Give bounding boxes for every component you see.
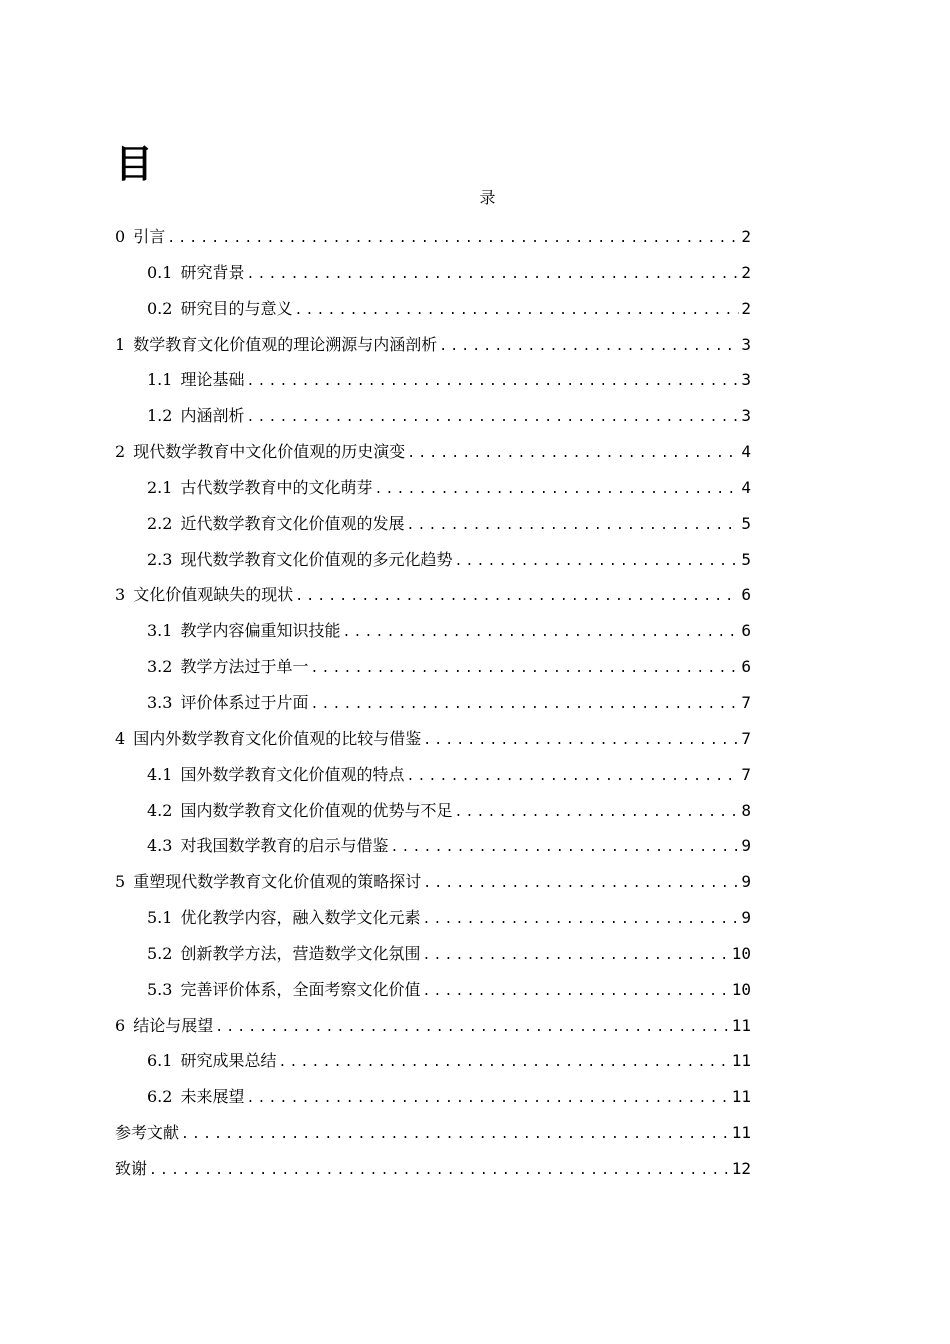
toc-entry-label [147, 972, 420, 1008]
toc-entry[interactable] [115, 1115, 751, 1151]
toc-entry-label [147, 685, 308, 721]
toc-entry-number: 2.1 [147, 477, 173, 497]
toc-entry-page-number: 4 [741, 442, 751, 462]
toc-entry-label [115, 434, 405, 470]
toc-entry-number: 4.3 [147, 836, 173, 856]
toc-entry-title: 引言 [133, 227, 166, 246]
toc-entry-label [115, 1008, 213, 1044]
toc-entry-page-number: 7 [741, 728, 751, 748]
toc-dot-leader [294, 293, 739, 329]
toc-dot-leader [215, 1010, 730, 1046]
toc-dot-leader [149, 1153, 730, 1189]
toc-entry-number: 3.1 [147, 621, 173, 641]
toc-entry-title: 国内外数学教育文化价值观的比较与借鉴 [133, 728, 422, 748]
toc-entry[interactable] [115, 793, 751, 829]
toc-entry-number: 0.1 [147, 262, 173, 282]
toc-entry-label [147, 828, 388, 864]
toc-dot-leader [423, 866, 739, 902]
toc-entry[interactable] [115, 255, 751, 291]
toc-entry-label [147, 470, 372, 506]
toc-entry-page-number: 11 [731, 1123, 751, 1143]
toc-entry[interactable] [115, 542, 751, 578]
toc-dot-leader [422, 902, 739, 938]
toc-entry-title: 结论与展望 [133, 1015, 214, 1035]
toc-entry-page-number: 8 [741, 800, 751, 820]
toc-entry-number: 4.2 [147, 800, 173, 820]
toc-entry-title: 参考文献 [115, 1123, 180, 1143]
toc-entry-label [115, 721, 421, 757]
toc-entry[interactable] [115, 398, 751, 434]
toc-dot-leader [407, 436, 739, 472]
toc-entry-page-number: 11 [731, 1015, 751, 1035]
toc-entry-label [147, 936, 420, 972]
table-of-contents [115, 219, 751, 1187]
toc-dot-leader [439, 329, 739, 365]
toc-entry-number: 3.2 [147, 657, 173, 677]
toc-entry-page-number: 9 [741, 872, 751, 892]
toc-dot-leader [246, 400, 739, 436]
toc-entry-title: 优化教学内容，融入数学文化元素 [180, 908, 421, 928]
toc-entry[interactable] [115, 685, 751, 721]
toc-entry-title: 未来展望 [180, 1087, 245, 1107]
toc-entry-number: 1.2 [147, 406, 173, 426]
toc-dot-leader [406, 759, 739, 795]
toc-dot-leader [246, 257, 739, 293]
toc-entry-page-number: 5 [741, 549, 751, 569]
toc-entry-number: 6 [115, 1015, 126, 1035]
toc-entry-title: 近代数学教育文化价值观的发展 [180, 513, 405, 533]
toc-dot-leader [246, 364, 739, 400]
toc-entry-title: 国内数学教育文化价值观的优势与不足 [180, 800, 453, 820]
toc-entry-number: 3 [115, 585, 126, 605]
toc-entry-number: 5.1 [147, 908, 173, 928]
toc-entry-label [147, 398, 244, 434]
toc-entry-page-number: 2 [741, 298, 751, 318]
toc-dot-leader [374, 472, 739, 508]
toc-entry-title: 重塑现代数学教育文化价值观的策略探讨 [133, 872, 422, 892]
toc-heading-main: 目 [115, 141, 154, 186]
toc-entry-label [115, 577, 293, 613]
toc-entry-page-number: 11 [731, 1051, 751, 1071]
toc-entry-number: 6.2 [147, 1087, 173, 1107]
toc-entry-page-number: 3 [741, 406, 751, 426]
toc-dot-leader [278, 1045, 729, 1081]
toc-entry-number: 4.1 [147, 764, 173, 784]
toc-entry-title: 研究成果总结 [180, 1051, 277, 1071]
toc-entry[interactable] [115, 327, 751, 363]
toc-entry-page-number: 7 [741, 692, 751, 712]
toc-entry-page-number: 10 [731, 979, 751, 999]
toc-dot-leader [423, 723, 739, 759]
toc-entry[interactable] [115, 1151, 751, 1187]
toc-entry[interactable] [115, 721, 751, 757]
toc-entry[interactable] [115, 864, 751, 900]
toc-dot-leader [454, 544, 739, 580]
toc-entry[interactable] [115, 613, 751, 649]
toc-entry-title: 研究背景 [180, 262, 245, 282]
toc-entry-label [147, 542, 452, 578]
toc-entry-label [147, 291, 292, 327]
toc-entry-page-number: 3 [741, 334, 751, 354]
toc-entry-page-number: 3 [741, 370, 751, 390]
toc-entry-title: 国外数学教育文化价值观的特点 [180, 764, 405, 784]
toc-entry-label [147, 362, 244, 398]
toc-entry-label [147, 506, 404, 542]
toc-entry[interactable] [115, 649, 751, 685]
toc-entry[interactable] [115, 1008, 751, 1044]
toc-entry-title: 文化价值观缺失的现状 [133, 585, 294, 605]
toc-entry[interactable] [115, 219, 751, 255]
toc-entry[interactable] [115, 291, 751, 327]
toc-entry-title: 教学内容偏重知识技能 [180, 621, 341, 641]
toc-entry[interactable] [115, 506, 751, 542]
toc-dot-leader [310, 687, 739, 723]
toc-entry[interactable] [115, 757, 751, 793]
toc-entry-page-number: 9 [741, 908, 751, 928]
toc-entry-label [115, 864, 421, 900]
toc-entry-title: 对我国数学教育的启示与借鉴 [180, 836, 389, 856]
toc-entry-number: 0.2 [147, 298, 173, 318]
toc-entry-title: 研究目的与意义 [180, 298, 293, 318]
toc-entry-title: 现代数学教育中文化价值观的历史演变 [133, 442, 406, 462]
toc-entry-label [147, 900, 420, 936]
toc-dot-leader [342, 615, 739, 651]
toc-entry-title: 古代数学教育中的文化萌芽 [180, 477, 373, 497]
toc-entry-label [147, 613, 340, 649]
toc-entry-page-number: 9 [741, 836, 751, 856]
toc-entry-label [147, 1079, 244, 1115]
toc-entry-title: 教学方法过于单一 [180, 657, 309, 677]
toc-entry[interactable] [115, 1079, 751, 1115]
toc-entry-label [115, 219, 165, 255]
toc-entry[interactable] [115, 972, 751, 1008]
toc-entry-title: 完善评价体系，全面考察文化价值 [180, 979, 421, 999]
toc-entry-label [115, 1151, 147, 1187]
toc-dot-leader [246, 1081, 729, 1117]
toc-entry-page-number: 7 [741, 764, 751, 784]
toc-entry-number: 0 [115, 227, 126, 246]
toc-entry-title: 内涵剖析 [180, 406, 245, 426]
toc-entry-title: 数学教育文化价值观的理论溯源与内涵剖析 [133, 334, 438, 354]
toc-entry[interactable] [115, 362, 751, 398]
toc-entry-label [147, 255, 244, 291]
toc-entry-page-number: 2 [741, 227, 751, 246]
toc-dot-leader [422, 974, 729, 1010]
toc-entry-page-number: 12 [731, 1158, 751, 1178]
toc-entry-page-number: 11 [731, 1087, 751, 1107]
toc-entry-title: 创新教学方法，营造数学文化氛围 [180, 943, 421, 963]
toc-entry-number: 1.1 [147, 370, 173, 390]
toc-entry-page-number: 6 [741, 657, 751, 677]
toc-entry[interactable] [115, 900, 751, 936]
toc-entry-page-number: 4 [741, 477, 751, 497]
toc-entry-label [147, 1043, 276, 1079]
toc-entry[interactable] [115, 828, 751, 864]
toc-entry-number: 2.3 [147, 549, 173, 569]
toc-heading-sub: 录 [479, 188, 496, 207]
toc-dot-leader [295, 579, 739, 615]
toc-entry-label [115, 1115, 179, 1151]
toc-dot-leader [310, 651, 739, 687]
toc-entry-label [147, 757, 404, 793]
toc-dot-leader [422, 938, 729, 974]
toc-entry-page-number: 5 [741, 513, 751, 533]
toc-entry-number: 4 [115, 728, 126, 748]
toc-entry-number: 2 [115, 442, 126, 462]
toc-dot-leader [167, 221, 739, 257]
toc-dot-leader [406, 508, 739, 544]
toc-entry[interactable] [115, 577, 751, 613]
toc-entry-number: 1 [115, 334, 126, 354]
toc-entry-page-number: 2 [741, 262, 751, 282]
toc-entry-number: 2.2 [147, 513, 173, 533]
toc-entry[interactable] [115, 470, 751, 506]
toc-entry-title: 现代数学教育文化价值观的多元化趋势 [180, 549, 453, 569]
toc-entry-label [147, 649, 308, 685]
toc-entry-label [115, 327, 437, 363]
toc-entry-number: 5 [115, 872, 126, 892]
toc-entry-number: 5.2 [147, 943, 173, 963]
toc-dot-leader [454, 795, 739, 831]
toc-entry[interactable] [115, 936, 751, 972]
toc-dot-leader [181, 1117, 730, 1153]
toc-entry-title: 评价体系过于片面 [180, 692, 309, 712]
toc-entry-page-number: 10 [731, 943, 751, 963]
toc-entry-title: 理论基础 [180, 370, 245, 390]
toc-entry[interactable] [115, 434, 751, 470]
toc-entry-number: 6.1 [147, 1051, 173, 1071]
toc-entry-number: 3.3 [147, 692, 173, 712]
toc-entry-title: 致谢 [115, 1158, 148, 1178]
toc-entry-page-number: 6 [741, 585, 751, 605]
toc-entry-number: 5.3 [147, 979, 173, 999]
toc-entry-page-number: 6 [741, 621, 751, 641]
toc-dot-leader [390, 830, 739, 866]
toc-entry-label [147, 793, 452, 829]
toc-entry[interactable] [115, 1043, 751, 1079]
